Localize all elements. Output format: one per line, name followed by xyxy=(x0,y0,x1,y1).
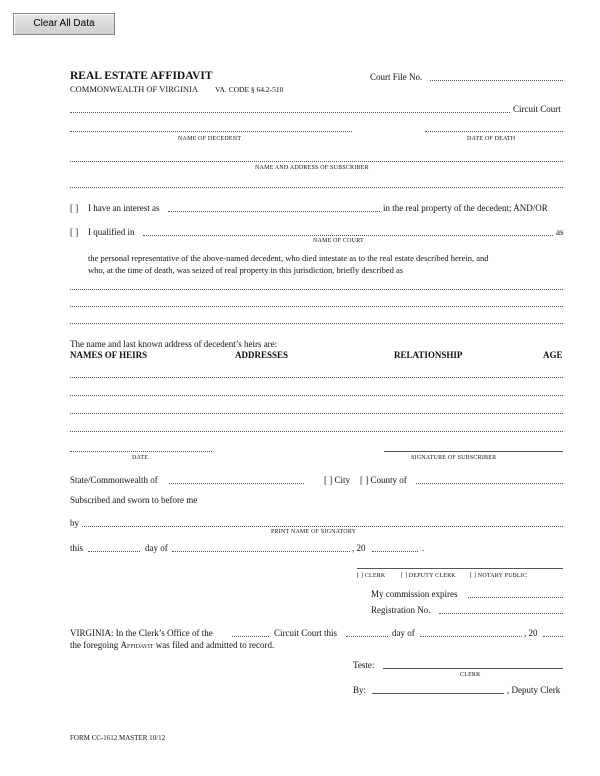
state-label: State/Commonwealth of xyxy=(70,475,158,485)
circuit-court-field[interactable] xyxy=(70,112,510,113)
heirs-intro: The name and last known address of decedent’s heirs are: xyxy=(70,339,278,349)
description-line-2[interactable] xyxy=(70,306,563,307)
interest-checkbox[interactable]: [ ] xyxy=(70,203,79,213)
form-subtitle-code: VA. CODE § 64.2-510 xyxy=(215,85,284,94)
clerk-office-field[interactable] xyxy=(232,636,269,637)
heirs-header-relationship: RELATIONSHIP xyxy=(394,350,463,360)
virginia-text: VIRGINIA: In the Clerk’s Office of the xyxy=(70,628,213,638)
name-address-subscriber-label: NAME AND ADDRESS OF SUBSCRIBER xyxy=(255,165,369,171)
heirs-header-age: AGE xyxy=(543,350,563,360)
teste-label: Teste: xyxy=(353,660,375,670)
clerk-label: CLERK xyxy=(460,672,481,678)
decedent-name-field[interactable] xyxy=(70,131,352,132)
heirs-header-names: NAMES OF HEIRS xyxy=(70,350,148,360)
day-of-label: day of xyxy=(145,543,168,553)
month-field[interactable] xyxy=(172,551,350,552)
paragraph-line-2: who, at the time of death, was seized of real property in this jurisdiction, briefly described as xyxy=(88,265,404,275)
subscriber-field[interactable] xyxy=(70,161,563,162)
by-label: by xyxy=(70,518,79,528)
comma-20-label: , 20 xyxy=(352,543,366,553)
commission-label: My commission expires xyxy=(371,589,458,599)
as-text: as xyxy=(556,227,564,237)
record-day-of: day of xyxy=(392,628,415,638)
paragraph-line-1: the personal representative of the above-named decedent, who died intestate as to the real estate described herein, and xyxy=(88,253,489,263)
this-label: this xyxy=(70,543,84,553)
date-of-death-label: DATE OF DEATH xyxy=(467,136,516,142)
circuit-court-this: Circuit Court this xyxy=(274,628,337,638)
clear-all-data-button[interactable]: Clear All Data xyxy=(13,13,115,35)
subscriber-field-2[interactable] xyxy=(70,187,563,188)
date-field[interactable] xyxy=(70,451,212,452)
name-of-court-label: NAME OF COURT xyxy=(313,238,364,244)
deputy-clerk-signature-field[interactable] xyxy=(372,693,504,694)
court-name-field[interactable] xyxy=(143,235,553,236)
officer-signature-field[interactable] xyxy=(357,568,563,569)
qualified-checkbox[interactable]: [ ] xyxy=(70,227,79,237)
sworn-text: Subscribed and sworn to before me xyxy=(70,495,198,505)
record-month-field[interactable] xyxy=(420,636,522,637)
signatory-name-field[interactable] xyxy=(82,526,563,527)
form-number: FORM CC-1612 MASTER 10/12 xyxy=(70,734,166,742)
signature-subscriber-field[interactable] xyxy=(384,451,563,452)
heir-line-2[interactable] xyxy=(70,395,563,396)
foregoing-affidavit: Affidavit xyxy=(120,640,154,650)
county-checkbox[interactable]: [ ] County of xyxy=(360,475,407,485)
deputy-clerk-label: , Deputy Clerk xyxy=(507,685,561,695)
heirs-header-addresses: ADDRESSES xyxy=(235,350,289,360)
circuit-court-label: Circuit Court xyxy=(513,104,561,114)
heir-line-3[interactable] xyxy=(70,413,563,414)
by-colon-label: By: xyxy=(353,685,367,695)
date-label: DATE xyxy=(132,455,149,461)
clerk-option[interactable]: [ ] CLERK xyxy=(357,573,386,579)
day-field[interactable] xyxy=(88,551,140,552)
name-of-decedent-label: NAME OF DECEDENT xyxy=(178,136,242,142)
heir-line-4[interactable] xyxy=(70,431,563,432)
foregoing-a: the foregoing xyxy=(70,640,119,650)
heir-line-1[interactable] xyxy=(70,377,563,378)
description-line-3[interactable] xyxy=(70,323,563,324)
record-day-field[interactable] xyxy=(346,636,388,637)
form-title: REAL ESTATE AFFIDAVIT xyxy=(70,70,213,82)
deputy-clerk-option[interactable]: [ ] DEPUTY CLERK xyxy=(401,573,456,579)
notary-public-option[interactable]: [ ] NOTARY PUBLIC xyxy=(470,573,528,579)
interest-text: I have an interest as xyxy=(88,203,160,213)
signature-subscriber-label: SIGNATURE OF SUBSCRIBER xyxy=(411,455,497,461)
interest-text-b: in the real property of the decedent; AND/OR xyxy=(383,203,548,213)
foregoing-text xyxy=(70,640,274,650)
year-field[interactable] xyxy=(372,551,418,552)
county-field[interactable] xyxy=(416,483,563,484)
form-subtitle-commonwealth: COMMONWEALTH OF VIRGINIA xyxy=(70,84,198,94)
registration-label: Registration No. xyxy=(371,605,431,615)
city-checkbox[interactable]: [ ] City xyxy=(324,475,350,485)
record-comma-20: , 20 xyxy=(524,628,538,638)
print-name-label: PRINT NAME OF SIGNATORY xyxy=(271,529,357,535)
registration-field[interactable] xyxy=(439,613,563,614)
description-line-1[interactable] xyxy=(70,289,563,290)
date-of-death-field[interactable] xyxy=(425,131,563,132)
court-file-label: Court File No. xyxy=(370,72,423,82)
state-field[interactable] xyxy=(169,483,304,484)
court-file-field[interactable] xyxy=(430,80,563,81)
commission-field[interactable] xyxy=(468,597,563,598)
record-year-field[interactable] xyxy=(543,636,563,637)
period-text: . xyxy=(422,543,425,553)
interest-field[interactable] xyxy=(168,211,380,212)
foregoing-b: was filed and admitted to record. xyxy=(155,640,275,650)
qualified-text: I qualified in xyxy=(88,227,135,237)
clerk-signature-field[interactable] xyxy=(383,668,563,669)
